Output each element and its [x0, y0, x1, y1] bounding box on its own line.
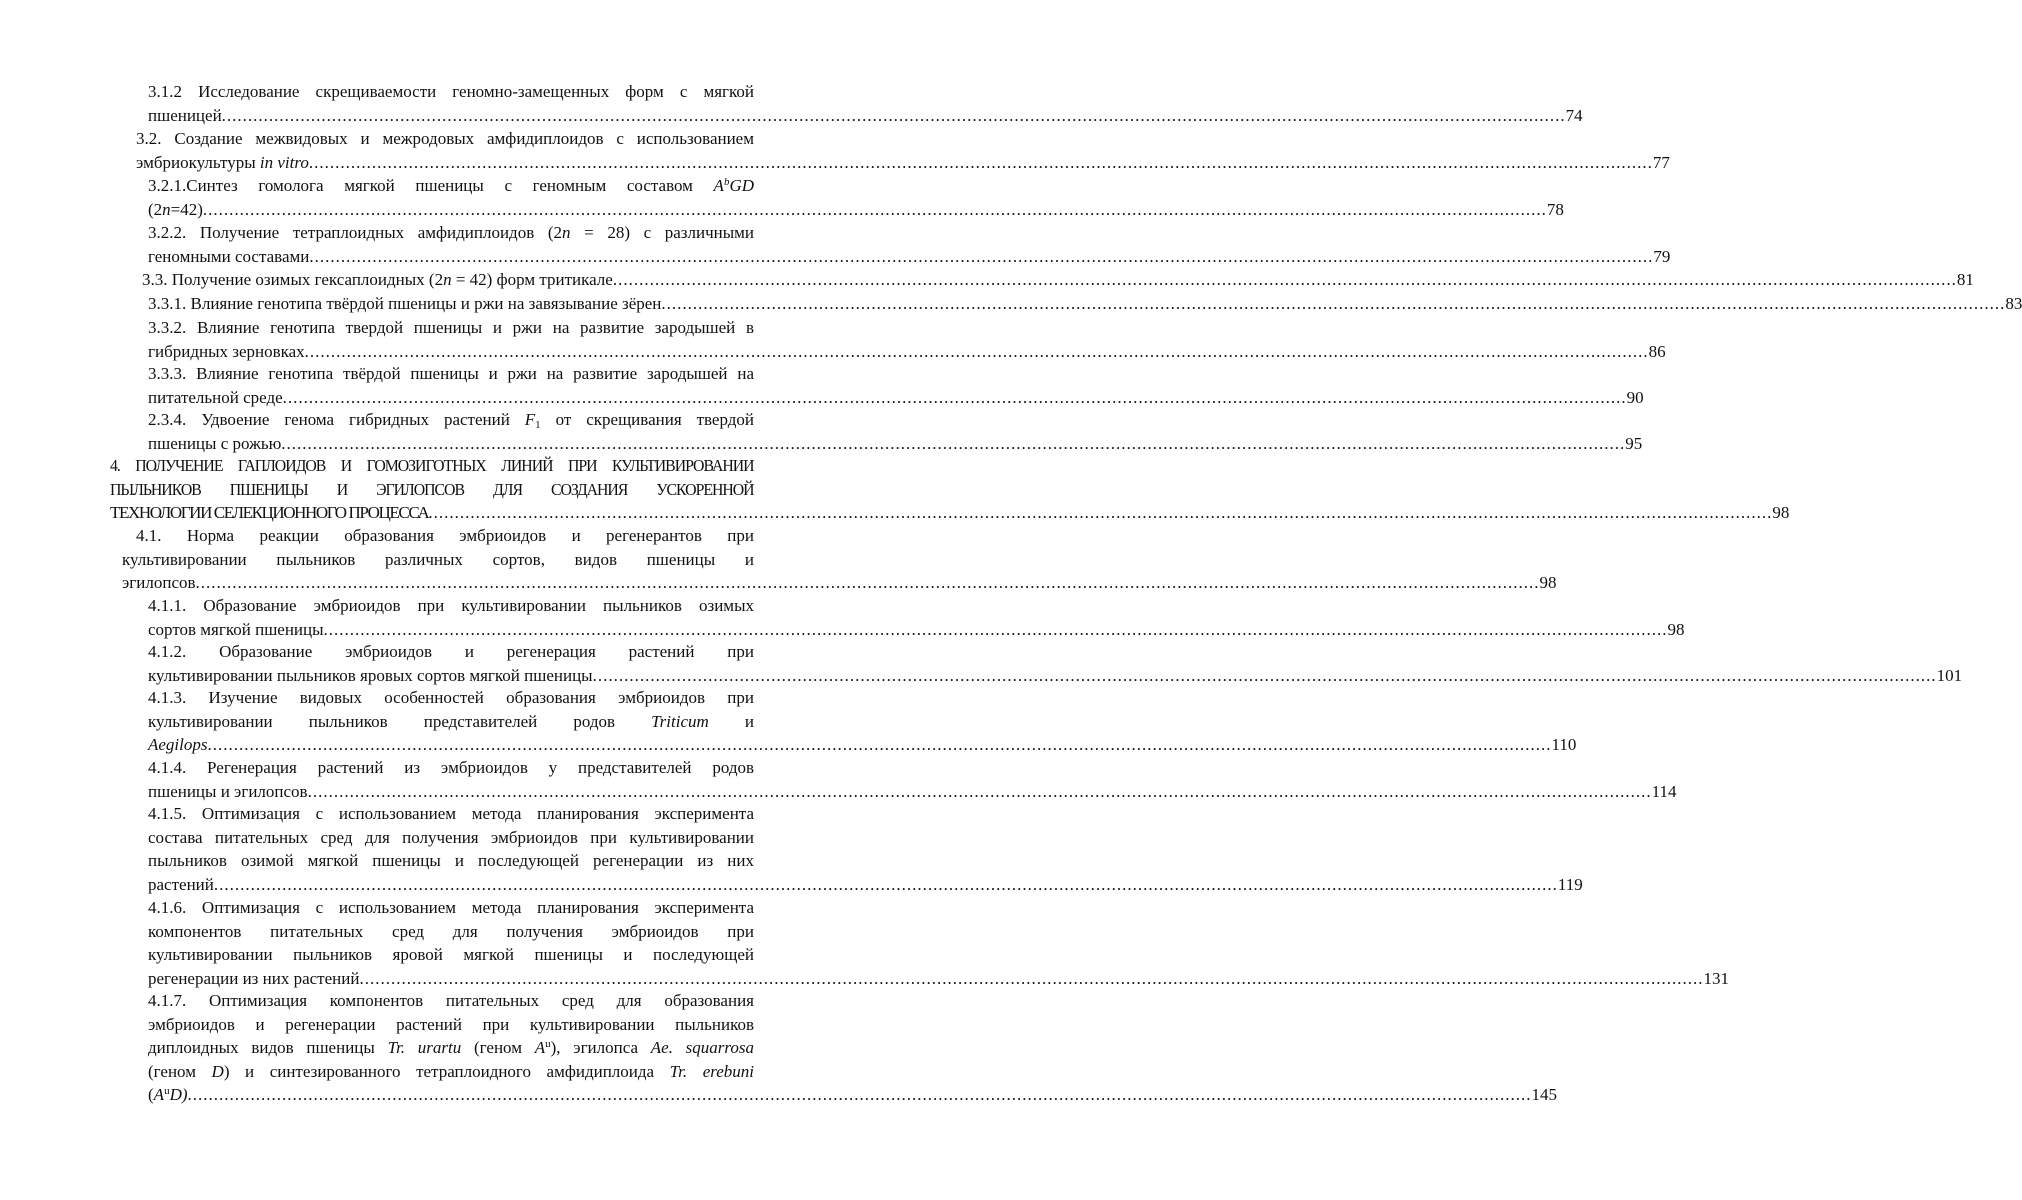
- page-number: 110: [1551, 735, 1577, 754]
- leader-dots: [593, 666, 1937, 685]
- page-number: 98: [1667, 619, 1685, 639]
- toc-line: 4.1.3. Изучение видовых особенностей образования эмбриоидов при: [148, 688, 754, 707]
- toc-entry-4-1-4[interactable]: [148, 756, 1677, 803]
- toc-line: 4.1.7. Оптимизация компонентов питательных сред для образования: [148, 991, 754, 1010]
- toc-line: состава питательных сред для получения эмбриоидов при культивировании: [148, 827, 754, 847]
- page-number: 145: [1531, 1085, 1558, 1104]
- toc-entry-4-1-6[interactable]: [148, 896, 1729, 990]
- page-number: 114: [1651, 781, 1677, 801]
- toc-line: $(A^uD)$ ..... 145: [148, 1083, 754, 1107]
- toc-line: 4.1.1. Образование эмбриоидов при культивировании пыльников озимых: [148, 596, 754, 615]
- toc-line: культивировании пыльников яровых сортов мягкой пшеницы ..... 101: [148, 664, 754, 688]
- leader-dots: [428, 503, 1772, 522]
- toc-line: пшеницей ..... 74: [148, 104, 754, 128]
- toc-line: диплоидных видов пшеницы Tr. urartu (геном $A^u$), эгилопса Ae. squarrosa: [148, 1038, 755, 1057]
- toc-line: 4.1. Норма реакции образования эмбриоидов и регенерантов при: [136, 526, 754, 545]
- toc-line: культивировании пыльников различных сортов, видов пшеницы и: [122, 549, 754, 569]
- page-number: 131: [1703, 968, 1729, 988]
- toc-entry-4-1-1[interactable]: [148, 594, 1685, 641]
- toc-line: 3.3.3. Влияние генотипа твёрдой пшеницы и ржи на развитие зародышей на: [148, 364, 754, 383]
- page-number: 86: [1648, 341, 1666, 361]
- toc-entry-4-1-2[interactable]: [148, 640, 1963, 687]
- toc-line: пшеницы и эгилопсов ..... 114: [148, 780, 754, 804]
- toc-line: 3.3. Получение озимых гексаплоидных (2n = 42) форм тритикале ..... 81: [142, 268, 768, 292]
- toc-line: 3.2.2. Получение тетраплоидных амфидиплоидов (2n = 28) с различными: [148, 223, 754, 242]
- leader-dots: [324, 620, 1668, 639]
- page-number: 78: [1546, 199, 1564, 219]
- leader-dots: [283, 388, 1627, 407]
- toc-line: 3.3.2. Влияние генотипа твердой пшеницы и ржи на развитие зародышей в: [148, 318, 754, 337]
- leader-dots: [613, 270, 1957, 289]
- page-number: 77: [1652, 152, 1670, 172]
- leader-dots: [305, 342, 1649, 361]
- toc-entry-3-2-1[interactable]: [148, 174, 1564, 221]
- toc-line: сортов мягкой пшеницы ..... 98: [148, 618, 754, 642]
- toc-line: геномными составами ..... 79: [148, 245, 754, 269]
- leader-dots: [309, 247, 1653, 266]
- toc-entry-3-2-2[interactable]: [148, 221, 1671, 268]
- toc-line: ПЫЛЬНИКОВ ПШЕНИЦЫ И ЭГИЛОПСОВ ДЛЯ СОЗДАНИЯ УСКОРЕННОЙ: [110, 479, 754, 499]
- leader-dots: [661, 294, 2005, 313]
- toc-entry-4-1-5[interactable]: [148, 802, 1583, 896]
- toc-line: питательной среде ..... 90: [148, 386, 754, 410]
- toc-line: 4.1.5. Оптимизация с использованием метода планирования эксперимента: [148, 804, 754, 823]
- leader-dots: [214, 875, 1558, 894]
- toc-entry-3-3-1[interactable]: [148, 292, 2022, 316]
- toc-entry-4[interactable]: [110, 454, 1790, 525]
- page-number: 83: [2005, 294, 2022, 313]
- page-number: 81: [1956, 270, 1974, 289]
- toc-line: регенерации из них растений ..... 131: [148, 967, 754, 991]
- page-number: 101: [1936, 665, 1963, 685]
- toc-line: (2n=42) ..... 78: [148, 198, 754, 222]
- toc-line: растений ..... 119: [148, 873, 754, 897]
- page-number: 95: [1625, 433, 1643, 453]
- toc-line: эгилопсов ..... 98: [122, 571, 754, 595]
- leader-dots: [208, 735, 1552, 754]
- page-number: 119: [1557, 874, 1583, 894]
- toc-entry-3-3-3[interactable]: [148, 362, 1644, 409]
- page-number: 90: [1626, 387, 1644, 407]
- leader-dots: [222, 106, 1566, 125]
- leader-dots: [188, 1085, 1532, 1104]
- toc-line: 4.1.4. Регенерация растений из эмбриоидов у представителей родов: [148, 758, 754, 777]
- toc-line: эмбриоидов и регенерации растений при культивировании пыльников: [148, 1014, 754, 1034]
- toc-line: пыльников озимой мягкой пшеницы и последующей регенерации из них: [148, 851, 754, 870]
- toc-entry-4-1-3[interactable]: [148, 686, 1577, 757]
- toc-entry-4-1-7[interactable]: [148, 989, 1558, 1107]
- page-number: 98: [1539, 573, 1557, 592]
- leader-dots: [196, 573, 1540, 592]
- page-number: 74: [1565, 105, 1583, 125]
- page-number: 98: [1772, 503, 1790, 522]
- toc-line: пшеницы с рожью ..... 95: [148, 432, 754, 456]
- leader-dots: [281, 434, 1625, 453]
- toc-line: эмбриокультуры in vitro ..... 77: [136, 151, 754, 175]
- toc-line: культивировании пыльников представителей родов Triticum и: [148, 711, 754, 731]
- toc-line: 2.3.4. Удвоение генома гибридных растений $F_1$ от скрещивания твердой: [148, 410, 755, 431]
- toc-line: 3.2.1.Синтез гомолога мягкой пшеницы с геномным составом $A^bGD$: [148, 176, 754, 195]
- toc-entry-3-2[interactable]: [136, 127, 1670, 174]
- toc-entry-3-3-2[interactable]: [148, 316, 1666, 363]
- leader-dots: [203, 200, 1547, 219]
- page-number: 79: [1653, 246, 1671, 266]
- toc-entry-3-3[interactable]: [142, 268, 1974, 292]
- toc-entry-4-1[interactable]: [122, 524, 1557, 595]
- toc-line: гибридных зерновках ..... 86: [148, 340, 754, 364]
- leader-dots: [359, 969, 1703, 988]
- toc-line: ТЕХНОЛОГИИ СЕЛЕКЦИОННОГО ПРОЦЕССА ..... 98: [110, 501, 754, 525]
- toc-line: культивировании пыльников яровой мягкой пшеницы и последующей: [148, 945, 754, 964]
- leader-dots: [309, 153, 1653, 172]
- toc-entry-2-3-4[interactable]: [148, 408, 1643, 455]
- toc-line: 4. ПОЛУЧЕНИЕ ГАПЛОИДОВ И ГОМОЗИГОТНЫХ ЛИНИЙ ПРИ КУЛЬТИВИРОВАНИИ: [110, 456, 754, 475]
- toc-line: компонентов питательных сред для получения эмбриоидов при: [148, 921, 754, 941]
- toc-entry-3-1-2[interactable]: [148, 80, 1583, 127]
- toc-line: 3.1.2 Исследование скрещиваемости геномно-замещенных форм с мягкой: [148, 82, 754, 101]
- toc-line: 4.1.2. Образование эмбриоидов и регенерация растений при: [148, 642, 754, 661]
- toc-line: (геном D) и синтезированного тетраплоидного амфидиплоида Tr. erebuni: [148, 1061, 754, 1081]
- toc-line: 4.1.6. Оптимизация с использованием метода планирования эксперимента: [148, 898, 754, 917]
- toc-line: 3.2. Создание межвидовых и межродовых амфидиплоидов с использованием: [136, 129, 754, 148]
- toc-line: Aegilops ..... 110: [148, 733, 754, 757]
- toc-line: 3.3.1. Влияние генотипа твёрдой пшеницы и ржи на завязывание зёрен ..... 83: [148, 292, 754, 316]
- leader-dots: [308, 782, 1652, 801]
